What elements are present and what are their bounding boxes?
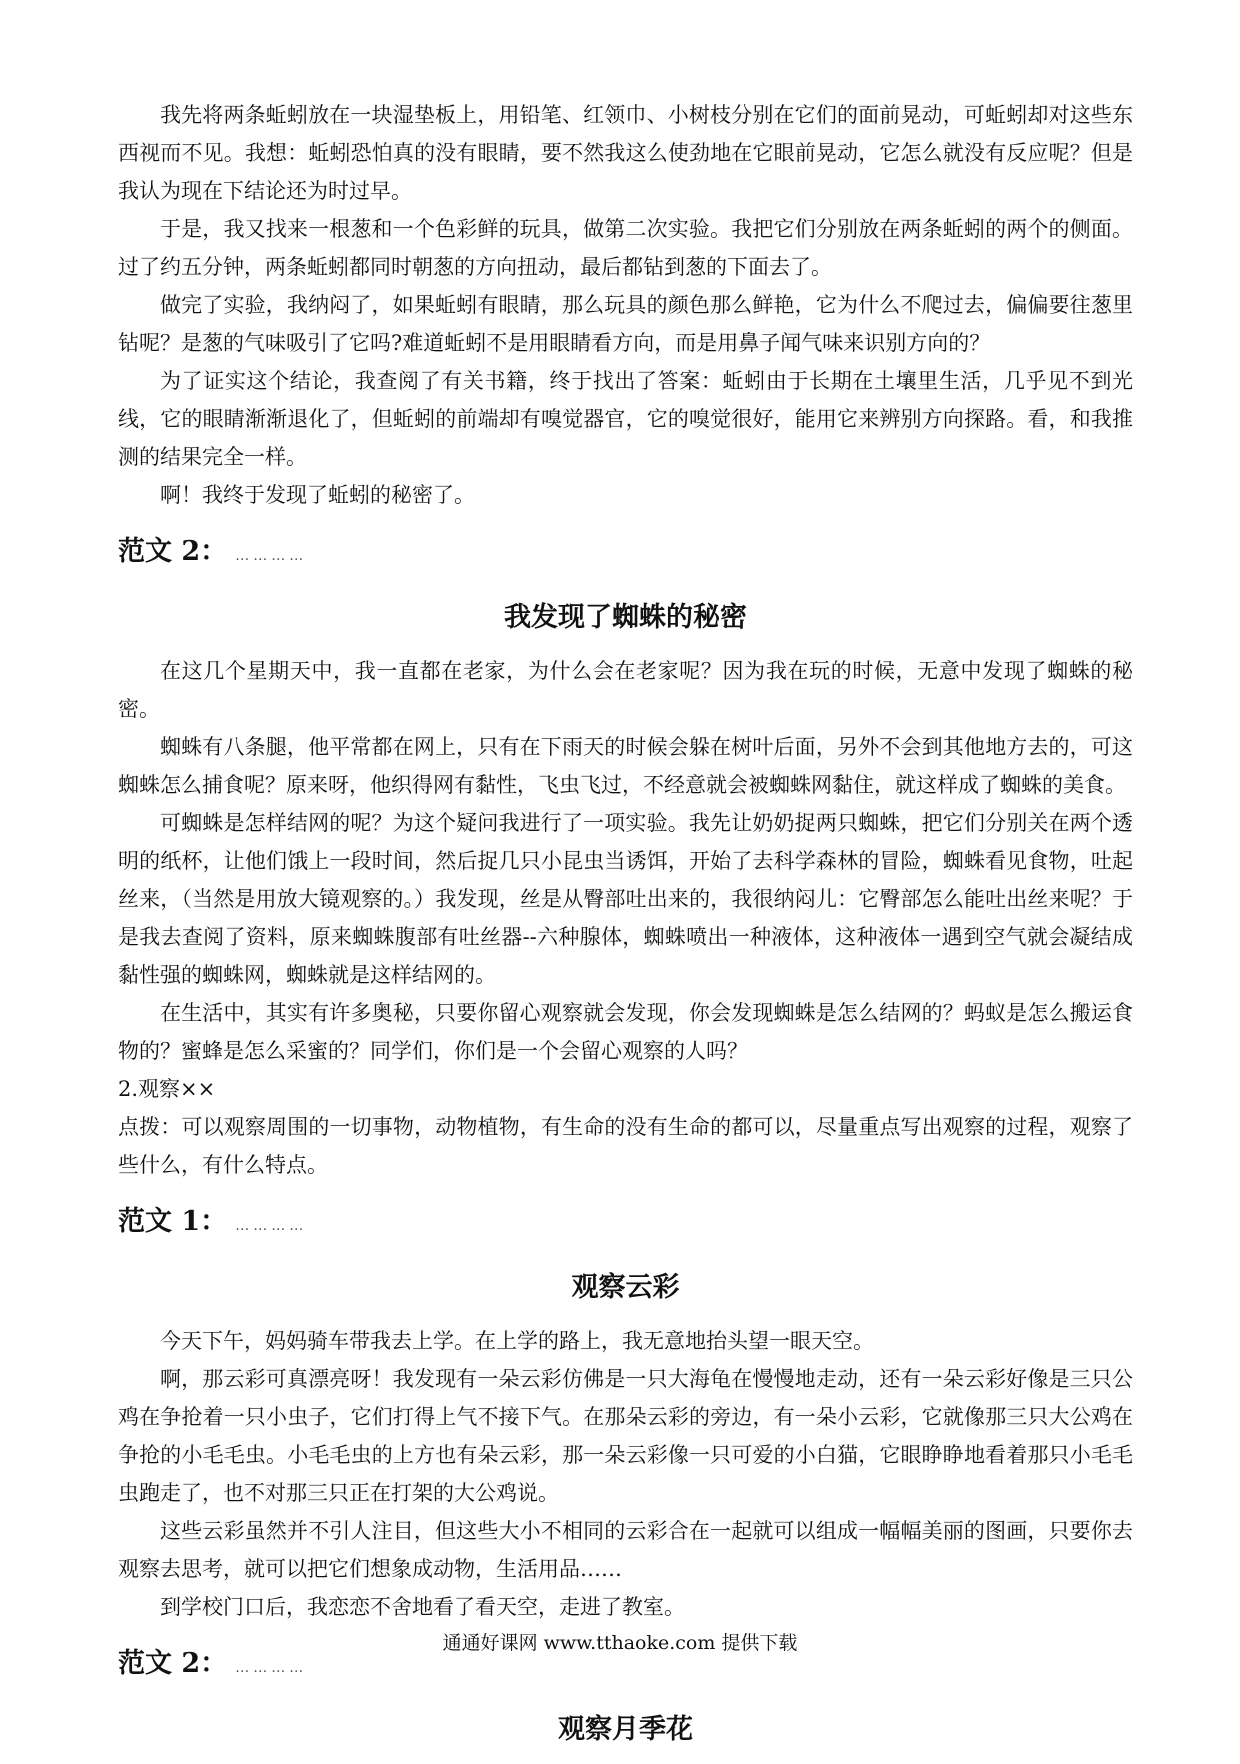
paragraph: 做完了实验，我纳闷了，如果蚯蚓有眼睛，那么玩具的颜色那么鲜艳，它为什么不爬过去，偏偏要往葱里钻呢？是葱的气味吸引了它吗?难道蚯蚓不是用眼睛看方向，而是用鼻子闻气味来识别方向的？ — [118, 293, 1133, 355]
essay-title-rose: 观察月季花 — [558, 1714, 693, 1745]
page-footer: 通通好课网 www.tthaoke.com 提供下载 — [442, 1632, 798, 1654]
section-label-dots: ………… — [235, 1218, 308, 1234]
essay-earthworm-body — [118, 96, 1133, 514]
section-label-dots: ………… — [235, 548, 308, 564]
topic-heading: 2.观察×× — [118, 1077, 216, 1101]
section-label-dots: ………… — [235, 1660, 308, 1676]
paragraph: 这些云彩虽然并不引人注目，但这些大小不相同的云彩合在一起就可以组成一幅幅美丽的图画，只要你去观察去思考，就可以把它们想象成动物，生活用品…… — [118, 1519, 1133, 1581]
topic-hint: 点拨：可以观察周围的一切事物，动物植物，有生命的没有生命的都可以，尽量重点写出观察的过程，观察了些什么，有什么特点。 — [118, 1115, 1133, 1177]
paragraph: 啊，那云彩可真漂亮呀！我发现有一朵云彩仿佛是一只大海龟在慢慢地走动，还有一朵云彩好像是三只公鸡在争抢着一只小虫子，它们打得上气不接下气。在那朵云彩的旁边，有一朵小云彩，它就像那三只大公鸡在争抢的小毛毛虫。小毛毛虫的上方也有朵云彩，那一朵云彩像一只可爱的小白猫，它眼睁睁地看着那只小毛毛虫跑走了，也不对那三只正在打架的大公鸡说。 — [118, 1367, 1133, 1505]
paragraph: 在这几个星期天中，我一直都在老家，为什么会在老家呢？因为我在玩的时候，无意中发现了蜘蛛的秘密。 — [118, 659, 1133, 721]
paragraph: 在生活中，其实有许多奥秘，只要你留心观察就会发现，你会发现蜘蛛是怎么结网的？蚂蚁是怎么搬运食物的？蜜蜂是怎么采蜜的？同学们，你们是一个会留心观察的人吗？ — [118, 1001, 1133, 1063]
section-label-model-essay-1 — [118, 1198, 1133, 1246]
paragraph: 蜘蛛有八条腿，他平常都在网上，只有在下雨天的时候会躲在树叶后面，另外不会到其他地方去的，可这蜘蛛怎么捕食呢？原来呀，他织得网有黏性，飞虫飞过，不经意就会被蜘蛛网黏住，就这样成了蜘蛛的美食。 — [118, 735, 1133, 797]
section-label-text: 范文 2： — [118, 1648, 228, 1679]
essay-title-spider: 我发现了蜘蛛的秘密 — [504, 602, 747, 633]
paragraph: 到学校门口后，我恋恋不舍地看了看天空，走进了教室。 — [160, 1595, 685, 1619]
section-label-text: 范文 2： — [118, 536, 228, 567]
section-label-model-essay-2 — [118, 528, 1133, 576]
paragraph: 我先将两条蚯蚓放在一块湿垫板上，用铅笔、红领巾、小树枝分别在它们的面前晃动，可蚯蚓却对这些东西视而不见。我想：蚯蚓恐怕真的没有眼睛，要不然我这么使劲地在它眼前晃动，它怎么就没有反应呢？但是我认为现在下结论还为时过早。 — [118, 103, 1133, 203]
document-page — [118, 96, 1133, 1764]
essay-clouds-body — [118, 1322, 1133, 1626]
section-label-text: 范文 1： — [118, 1206, 228, 1237]
paragraph: 于是，我又找来一根葱和一个色彩鲜的玩具，做第二次实验。我把它们分别放在两条蚯蚓的两个的侧面。过了约五分钟，两条蚯蚓都同时朝葱的方向扭动，最后都钻到葱的下面去了。 — [118, 217, 1133, 279]
paragraph: 今天下午，妈妈骑车带我去上学。在上学的路上，我无意地抬头望一眼天空。 — [160, 1329, 874, 1353]
essay-spider-body — [118, 652, 1133, 1070]
essay-title-clouds: 观察云彩 — [571, 1272, 680, 1303]
paragraph: 为了证实这个结论，我查阅了有关书籍，终于找出了答案：蚯蚓由于长期在土壤里生活，几乎见不到光线，它的眼睛渐渐退化了，但蚯蚓的前端却有嗅觉器官，它的嗅觉很好，能用它来辨别方向探路。看，和我推测的结果完全一样。 — [118, 369, 1133, 469]
paragraph: 啊！我终于发现了蚯蚓的秘密了。 — [160, 483, 475, 507]
paragraph: 可蜘蛛是怎样结网的呢？为这个疑问我进行了一项实验。我先让奶奶捉两只蜘蛛，把它们分别关在两个透明的纸杯，让他们饿上一段时间，然后捉几只小昆虫当诱饵，开始了去科学森林的冒险，蜘蛛看见食物，吐起丝来，（当然是用放大镜观察的。）我发现，丝是从臀部吐出来的，我很纳闷儿：它臀部怎么能吐出丝来呢？于是我去查阅了资料，原来蜘蛛腹部有吐丝器--六种腺体，蜘蛛喷出一种液体，这种液体一遇到空气就会凝结成黏性强的蜘蛛网，蜘蛛就是这样结网的。 — [118, 811, 1133, 987]
